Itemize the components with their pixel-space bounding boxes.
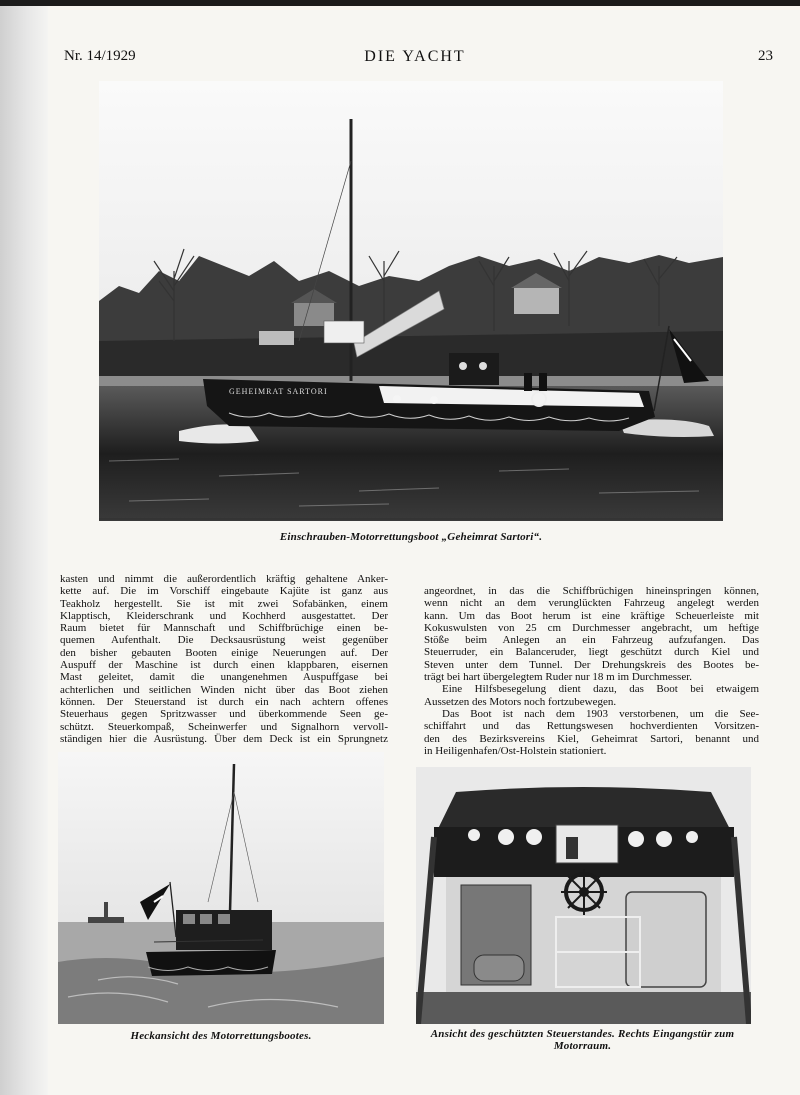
text-line: Das Boot ist nach dem 1903 verstorbenen, um die See- [442,707,759,720]
text-line: kann. Um das Boot herum ist eine kräftige Scheuerleiste mit [424,609,759,622]
text-line: den bisher gebauten Booten einige Neuerungen auf. Der [60,646,388,659]
text-line: schiffahrt und das Rettungswesen hochverdienten Vorsitzen- [424,720,759,733]
text-line: Kokuswulsten von 25 cm Durchmesser angebracht, um heftige [424,621,759,634]
text-line: Klapptisch, Kleiderschrank und Kochherd ausgestattet. Der [60,609,388,622]
text-line: Steuerruder, ein Balanceruder, liegt geschützt durch Kiel und [424,646,759,659]
text-line: Raum bietet für Mannschaft und Schiffbrüchige einen be- [60,622,388,635]
text-line: achterlichen und seitlichen Winden nicht über das Boot ziehen [60,683,388,696]
stern-view-photo [58,752,384,1024]
wheelhouse-photo [416,767,751,1024]
text-line: können. Der Steuerstand ist durch ein nach achtern offenes [60,695,388,708]
magazine-title: DIE YACHT [364,48,466,65]
text-line: ständigen hier die Ausrüstung. Über dem Deck ist ein Sprungnetz [60,732,388,745]
issue-number: Nr. 14/1929 [64,48,136,64]
text-line: kette auf. Die im Vorschiff eingebaute Kajüte ist ganz aus [60,585,388,598]
text-line: Steuerhaus gegen Spritzwasser und überkommende Seen ge- [60,708,388,721]
text-line: trägt bei hart übergelegtem Ruder nur 18 m im Durchmesser. [424,671,693,684]
text-line: Steven unter dem Tunnel. Der Drehungskreis des Bootes be- [424,658,759,671]
text-line: den des Bezirksvereins Kiel, Geheimrat Sartori, benannt und [424,732,759,745]
text-line: angeordnet, in das die Schiffbrüchigen hineinspringen können, [424,585,759,597]
wheelhouse-photo-caption: Ansicht des geschützten Steuerstandes. Rechts Eingangstür zum Motorraum. [430,1028,735,1052]
text-line: kasten und nimmt die außerordentlich kräftig gehaltene Anker- [60,573,388,585]
text-line: Eine Hilfsbesegelung dient dazu, das Boot bei etwaigem [442,683,759,696]
hull-lettering: GEHEIMRAT SARTORI [229,387,328,396]
text-line: Teakholz hergestellt. Sie ist mit zwei Sofabänken, einem [60,597,388,610]
text-line: Auspuff der Maschine ist durch einen klappbaren, eisernen [60,659,388,672]
text-line: Mast geleitet, damit die unangenehmen Auspuffgase bei [60,671,388,684]
page-number: 23 [758,48,773,64]
text-column-left [60,573,388,745]
book-spine-shadow [0,0,48,1095]
text-line: Aussetzen des Motors noch fortzubewegen. [424,695,617,708]
text-line: quemen Aufenthalt. Die Decksausrüstung weist gegenüber [60,634,388,647]
text-line: Stöße beim Anlegen an ein Fahrzeug aufzufangen. Das [424,634,759,647]
main-photo-lifeboat [99,81,723,521]
text-line: in Heiligenhafen/Ost-Holstein stationiert. [424,744,607,757]
text-line: wenn nicht an dem verunglückten Fahrzeug angelegt werden [424,597,759,610]
stern-photo-caption: Heckansicht des Motorrettungsbootes. [130,1030,312,1042]
main-photo-caption: Einschrauben-Motorrettungsboot „Geheimrat Sartori“. [279,531,543,543]
text-column-right [424,585,759,757]
text-line: schützt. Steuerkompaß, Scheinwerfer und Signalhorn vervoll- [60,720,388,733]
top-edge [0,0,800,6]
